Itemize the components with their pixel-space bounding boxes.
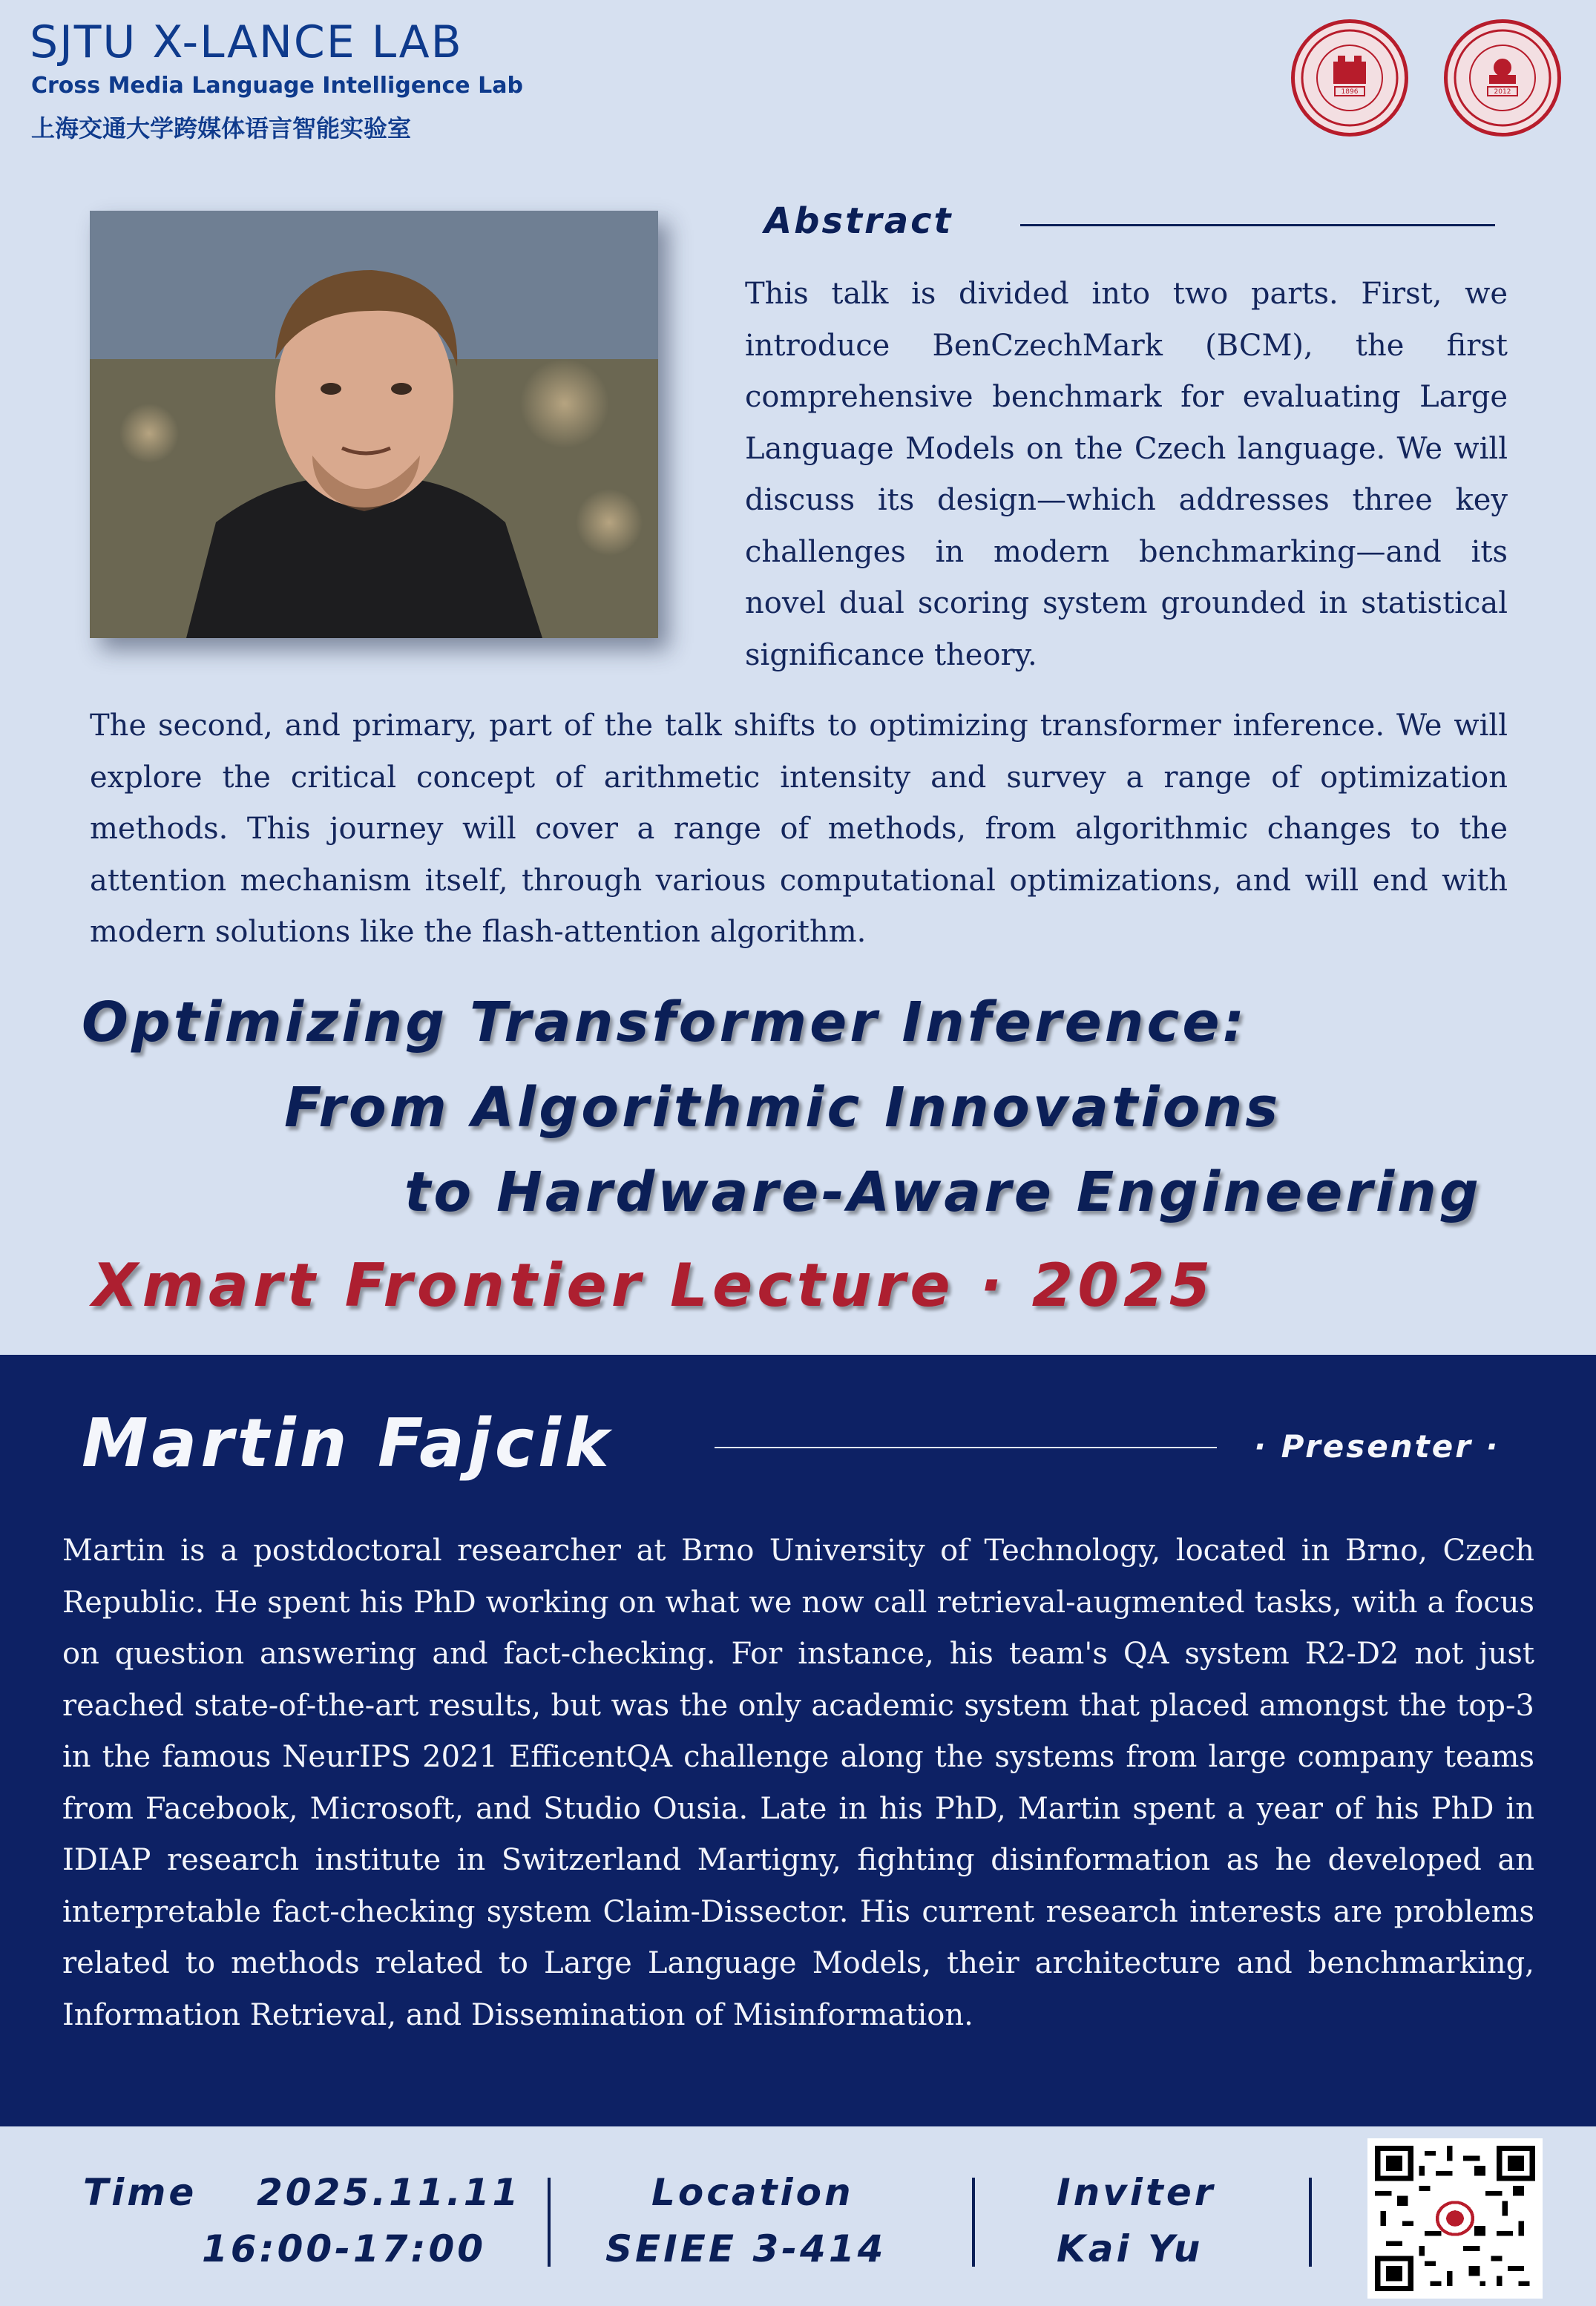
seal-right-year: 2012 xyxy=(1494,88,1511,96)
footer-divider-2 xyxy=(972,2178,975,2267)
abstract-paragraph-1: This talk is divided into two parts. First, we introduce BenCzechMark (BCM), the first comprehensive benchmark for evaluating Large Language Models on the Czech language. We will discuss its design—which addresses three key challenges in modern benchmarking—and its novel dual scoring system grounded in statistical significance theory. xyxy=(745,277,1508,672)
inviter-label: Inviter xyxy=(1057,2171,1216,2214)
lab-title: SJTU X-LANCE LAB xyxy=(30,16,463,68)
lab-subtitle: Cross Media Language Intelligence Lab xyxy=(31,73,523,99)
xlance-seal-logo xyxy=(1444,19,1561,137)
talk-title-line-1: Optimizing Transformer Inference: xyxy=(82,991,1248,1054)
lecture-series-title: Xmart Frontier Lecture · 2025 xyxy=(92,1251,1215,1320)
abstract-paragraph-2: The second, and primary, part of the talk shifts to optimizing transformer inference. We will explore the critical concept of arithmetic intensity and survey a range of optimization methods. This journey will cover a range of methods, from algorithmic changes to the attention mechanism itself, through various computational optimizations, and will end with modern solutions like the flash-attention algorithm. xyxy=(90,709,1508,949)
abstract-divider xyxy=(1020,224,1495,226)
event-date: 2025.11.11 xyxy=(257,2171,522,2214)
inviter-name: Kai Yu xyxy=(1057,2227,1203,2270)
abstract-heading: Abstract xyxy=(764,200,953,242)
presenter-photo xyxy=(90,211,658,638)
time-label: Time xyxy=(83,2171,197,2214)
event-time: 16:00-17:00 xyxy=(202,2227,487,2270)
seal-left-year: 1896 xyxy=(1341,88,1359,96)
sjtu-seal-logo xyxy=(1291,19,1408,137)
footer-divider-3 xyxy=(1309,2178,1312,2267)
lab-chinese-name: 上海交通大学跨媒体语言智能实验室 xyxy=(31,114,412,142)
talk-title-line-3: to Hardware-Aware Engineering xyxy=(404,1160,1482,1224)
presenter-role-label: · Presenter · xyxy=(1254,1428,1500,1465)
qr-code[interactable] xyxy=(1367,2138,1543,2299)
event-location: SEIEE 3-414 xyxy=(605,2227,887,2270)
talk-title-line-2: From Algorithmic Innovations xyxy=(284,1076,1281,1140)
presenter-divider xyxy=(715,1447,1217,1448)
presenter-name: Martin Fajcik xyxy=(82,1405,613,1482)
footer-divider-1 xyxy=(548,2178,551,2267)
presenter-bio: Martin is a postdoctoral researcher at Brno University of Technology, located in Brno, Czech Republic. He spent his PhD working on what we now call retrieval-augmented tasks, with a focus on question answering and fact-checking. For instance, his team's QA system R2-D2 not just reached state-of-the-art results, but was the only academic system that placed amongst the top-3 in the famous NeurIPS 2021 EfficentQA challenge along the systems from large company teams from Facebook, Microsoft, and Studio Ousia. Late in his PhD, Martin spent a year of his PhD in IDIAP research institute in Switzerland Martigny, fighting disinformation as he developed an interpretable fact-checking system Claim-Dissector. His current research interests are problems related to methods related to Large Language Models, their architecture and benchmarking, Information Retrieval, and Dissemination of Misinformation. xyxy=(62,1534,1534,2032)
location-label: Location xyxy=(651,2171,854,2214)
